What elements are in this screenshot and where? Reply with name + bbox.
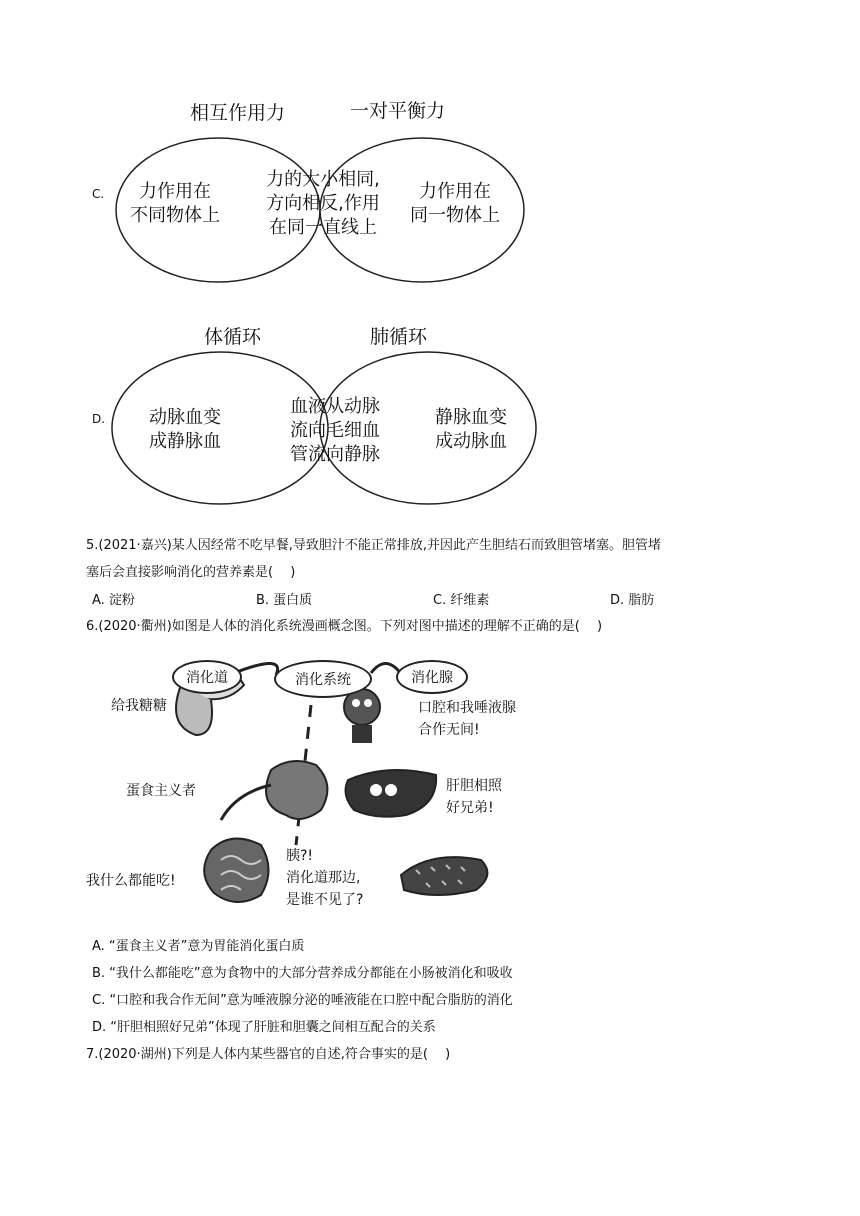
q5-stem-line1: 5.(2021·嘉兴)某人因经常不吃早餐,导致胆汁不能正常排放,并因此产生胆结石而致胆管堵塞。胆管堵 [86,538,662,553]
q5-option-a[interactable]: A. 淀粉 [92,593,135,608]
q5-stem-line2: 塞后会直接影响消化的营养素是( ) [86,565,296,580]
q6-option-b[interactable]: B. “我什么都能吃”意为食物中的大部分营养成分都能在小肠被消化和吸收 [92,966,513,981]
venn-d-center-text: 血液从动脉 流向毛细血 管流向静脉 [290,396,380,465]
venn-d-right-title: 肺循环 [370,326,428,348]
pancreas-speech: 消化道那边, 是谁不见了? [286,870,364,908]
pancreas-question: 胰?! [286,848,314,864]
intestine-speech: 我什么都能吃! [86,873,176,889]
stomach-speech: 蛋食主义者 [126,783,196,799]
bubble-digestive-tract: 消化道 [172,660,242,694]
q6-option-d[interactable]: D. “肝胆相照好兄弟”体现了肝脏和胆囊之间相互配合的关系 [92,1020,436,1035]
q5-option-d[interactable]: D. 脂肪 [610,593,655,608]
q5-option-c[interactable]: C. 纤维素 [433,593,490,608]
q6-option-a[interactable]: A. “蛋食主义者”意为胃能消化蛋白质 [92,939,305,954]
digestive-system-cartoon [86,645,546,920]
q6-option-c[interactable]: C. “口腔和我合作无间”意为唾液腺分泌的唾液能在口腔中配合脂肪的消化 [92,993,513,1008]
salivary-speech: 口腔和我唾液腺 合作无间! [418,700,516,738]
venn-d-right-text: 静脉血变 成动脉血 [435,407,507,452]
venn-c-center-text: 力的大小相同, 方向相反,作用 在同一直线上 [266,169,380,238]
bubble-digestive-glands: 消化腺 [396,660,468,694]
liver-speech: 肝胆相照 好兄弟! [446,778,502,816]
q5-option-b[interactable]: B. 蛋白质 [256,593,313,608]
venn-c-left-title: 相互作用力 [190,102,286,124]
venn-c-left-text: 力作用在 不同物体上 [130,181,220,226]
mouth-speech: 给我糖糖 [111,698,167,714]
option-letter-d: D. [92,412,106,426]
venn-c-right-title: 一对平衡力 [350,100,446,122]
q7-stem: 7.(2020·湖州)下列是人体内某些器官的自述,符合事实的是( ) [86,1047,451,1062]
venn-d-left-text: 动脉血变 成静脉血 [149,407,221,452]
venn-c-right-text: 力作用在 同一物体上 [410,181,500,226]
option-letter-c: C. [92,187,105,201]
q6-stem: 6.(2020·衢州)如图是人体的消化系统漫画概念图。下列对图中描述的理解不正确的是( ) [86,619,603,634]
venn-d-left-title: 体循环 [204,326,262,348]
bubble-digestive-system: 消化系统 [274,660,372,698]
